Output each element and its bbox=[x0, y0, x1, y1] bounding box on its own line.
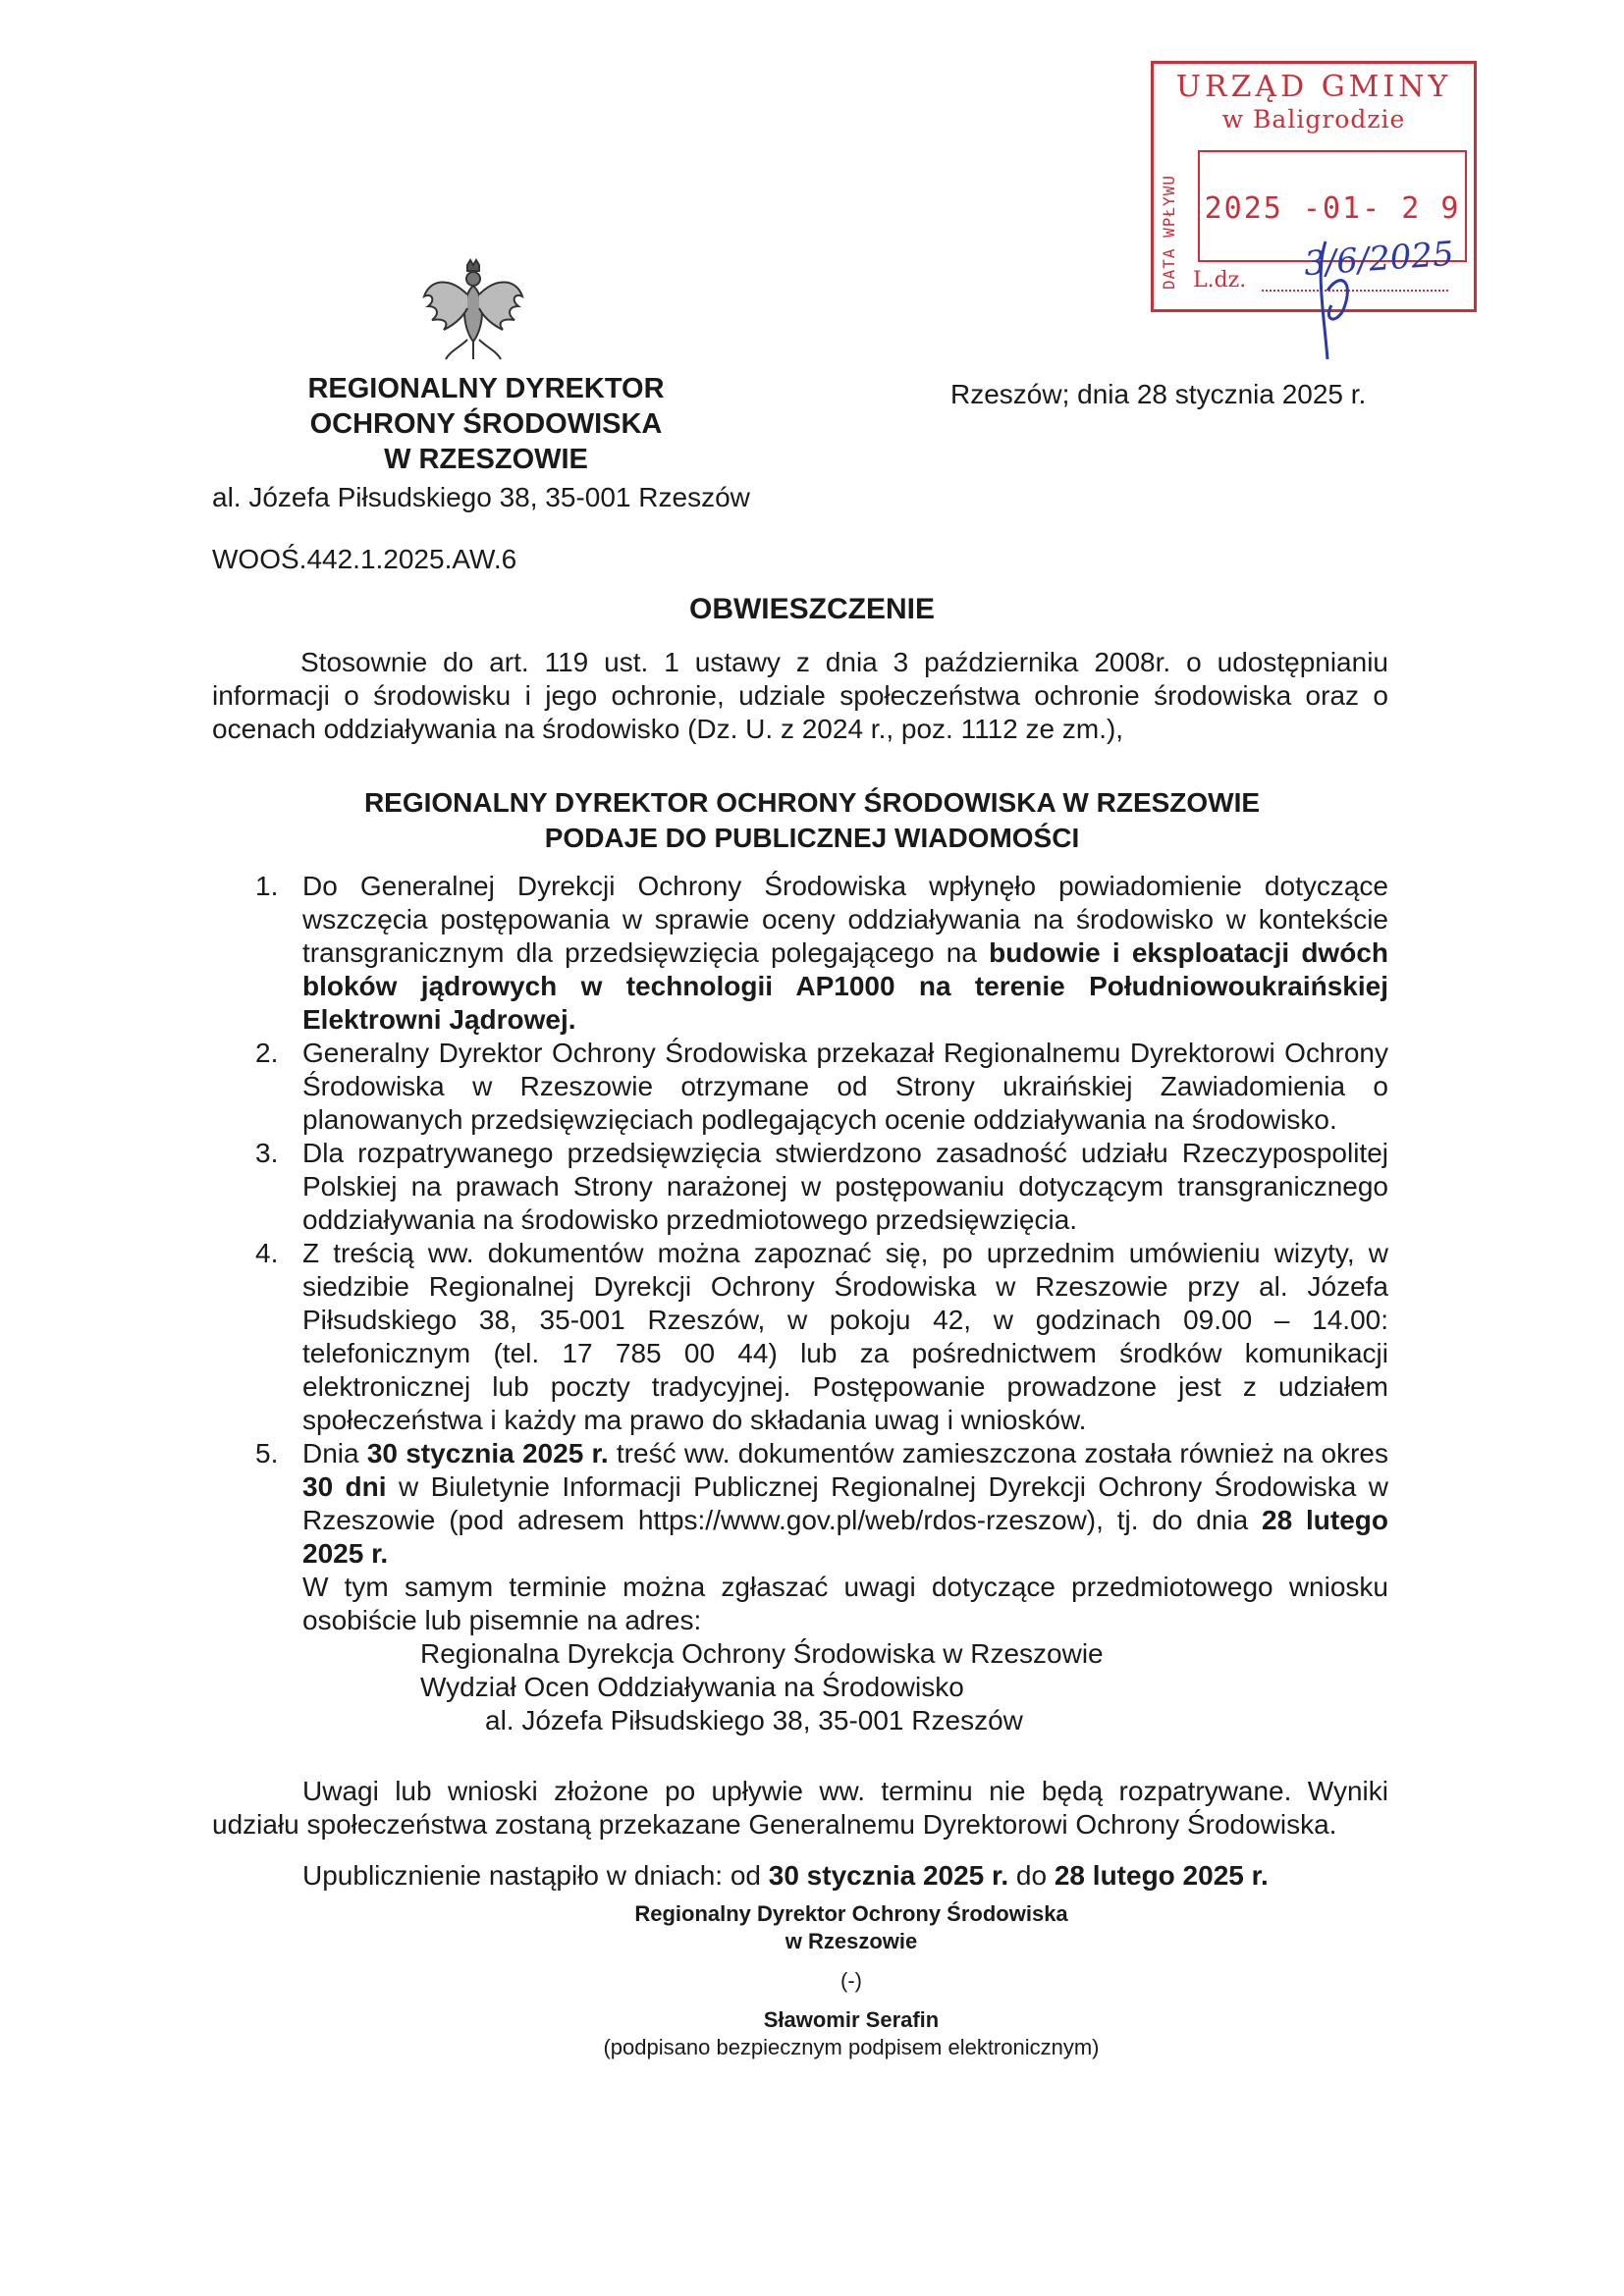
signatory-title: Regionalny Dyrektor Ochrony Środowiska bbox=[634, 1901, 1068, 1926]
authority-header bbox=[245, 371, 727, 477]
stamp-office-name: URZĄD GMINY bbox=[1175, 70, 1452, 104]
handwritten-registry-number: 3/6/2025 bbox=[1302, 234, 1455, 285]
publication-date: 30 stycznia 2025 r. bbox=[366, 1438, 609, 1468]
list-item bbox=[255, 1237, 1388, 1437]
list-item-text: Do Generalnej Dyrekcji Ochrony Środowiska wpłynęło powiadomienie dotyczące wszczęcia postępowania w sprawie oceny oddziaływania na środowisko w kontekście transgranicznym dla przedsięwzięcia polegającego na bbox=[302, 871, 1388, 968]
authority-line-2: OCHRONY ŚRODOWISKA bbox=[309, 408, 663, 440]
stamp-ldz-label: L.dz. bbox=[1193, 268, 1247, 293]
project-description: budowie i eksploatacji dwóch bloków jądrowych w technologii AP1000 na terenie Południowoukraińskiej Elektrowni Jądrowej. bbox=[302, 937, 1388, 1035]
signature-block bbox=[557, 1900, 1146, 2061]
stamp-side-label: DATA WPŁYWU bbox=[1160, 175, 1178, 291]
polish-eagle-emblem-icon bbox=[420, 257, 526, 365]
publication-period-line bbox=[302, 1859, 1269, 1893]
case-reference-number: WOOŚ.442.1.2025.AW.6 bbox=[212, 544, 517, 574]
legal-basis-paragraph: Stosownie do art. 119 ust. 1 ustawy z dnia 3 października 2008r. o udostępnianiu informacji o środowisku i jego ochronie, udziale społeczeństwa ochronie środowiska oraz o ocenach oddziaływania na środowisko (Dz. U. z 2024 r., poz. 1112 ze zm.), bbox=[212, 647, 1388, 744]
place-and-date: Rzeszów; dnia 28 stycznia 2025 r. bbox=[950, 379, 1367, 409]
text-segment: Upublicznienie nastąpiło w dniach: od bbox=[302, 1860, 769, 1891]
signature-note: (podpisano bezpiecznym podpisem elektronicznym) bbox=[603, 2035, 1100, 2059]
submission-address bbox=[302, 1637, 1388, 1737]
announcement-line-1: REGIONALNY DYREKTOR OCHRONY ŚRODOWISKA W RZESZOWIE bbox=[363, 787, 1261, 818]
comments-paragraph: W tym samym terminie można zgłaszać uwagi dotyczące przedmiotowego wniosku osobiście lub pisemnie na adres: bbox=[302, 1572, 1388, 1635]
numbered-list bbox=[255, 870, 1388, 1737]
publication-period: 30 dni bbox=[302, 1471, 387, 1502]
list-item-number: 5. bbox=[255, 1438, 279, 1468]
authority-line-3: W RZESZOWIE bbox=[384, 444, 588, 475]
list-item bbox=[255, 1437, 1388, 1737]
document-title: OBWIESZCZENIE bbox=[688, 593, 935, 625]
list-item bbox=[255, 870, 1388, 1037]
handwritten-initials bbox=[1286, 232, 1375, 369]
text-segment: w Biuletynie Informacji Publicznej Regionalnej Dyrekcji Ochrony Środowiska w Rzeszowie (pod adresem https://www.gov.pl/web/rdos-rzeszow), tj. do dnia bbox=[302, 1471, 1388, 1535]
text-segment: do bbox=[1008, 1860, 1055, 1891]
text-segment: treść ww. dokumentów zamieszczona została również na okres bbox=[608, 1438, 1388, 1468]
list-item-number: 1. bbox=[255, 871, 279, 901]
publication-end-date: 28 lutego 2025 r. bbox=[1054, 1860, 1269, 1891]
list-item bbox=[255, 1137, 1388, 1237]
authority-address: al. Józefa Piłsudskiego 38, 35-001 Rzeszów bbox=[212, 482, 750, 512]
list-item-number: 4. bbox=[255, 1238, 279, 1268]
announcement-heading bbox=[0, 785, 1624, 856]
announcement-line-2: PODAJE DO PUBLICZNEJ WIADOMOŚCI bbox=[544, 823, 1080, 853]
signature-mark: (-) bbox=[840, 1968, 862, 1993]
list-item-text bbox=[302, 1437, 1388, 1571]
text-segment: Dnia bbox=[302, 1438, 367, 1468]
signatory-office: w Rzeszowie bbox=[785, 1929, 918, 1953]
list-item-text: Dla rozpatrywanego przedsięwzięcia stwierdzono zasadność udziału Rzeczypospolitej Polskiej na prawach Strony narażonej w postępowaniu dotyczącym transgranicznego oddziaływania na środowisko przedmiotowego przedsięwzięcia. bbox=[302, 1138, 1388, 1235]
list-item bbox=[255, 1037, 1388, 1137]
stamp-date: 2025 -01- 2 9 bbox=[1204, 191, 1461, 226]
list-item-number: 3. bbox=[255, 1138, 279, 1168]
signatory-name: Sławomir Serafin bbox=[763, 2007, 940, 2032]
remarks-paragraph: Uwagi lub wnioski złożone po upływie ww. terminu nie będą rozpatrywane. Wyniki udziału społeczeństwa zostaną przekazane Generalnemu Dyrektorowi Ochrony Środowiska. bbox=[212, 1776, 1388, 1840]
deadline-date: 28 lutego 2025 r. bbox=[302, 1505, 1388, 1569]
address-line: Wydział Ocen Oddziaływania na Środowisko bbox=[420, 1672, 964, 1702]
address-line: Regionalna Dyrekcja Ochrony Środowiska w Rzeszowie bbox=[420, 1638, 1104, 1669]
stamp-office-location: w Baligrodzie bbox=[1221, 105, 1406, 133]
publication-start-date: 30 stycznia 2025 r. bbox=[768, 1860, 1009, 1891]
authority-line-1: REGIONALNY DYREKTOR bbox=[307, 373, 665, 404]
list-item-number: 2. bbox=[255, 1038, 279, 1068]
address-line: al. Józefa Piłsudskiego 38, 35-001 Rzeszów bbox=[485, 1705, 1023, 1735]
list-item-text: Z treścią ww. dokumentów można zapoznać się, po uprzednim umówieniu wizyty, w siedzibie Regionalnej Dyrekcji Ochrony Środowiska w Rzeszowie przy al. Józefa Piłsudskiego 38, 35-001 Rzeszów, w pokoju 42, w godzinach 09.00 – 14.00: telefonicznym (tel. 17 785 00 44) lub za pośrednictwem środków komunikacji elektronicznej lub poczty tradycyjnej. Postępowanie prowadzone jest z udziałem społeczeństwa i każdy ma prawo do składania uwag i wniosków. bbox=[302, 1238, 1388, 1435]
list-item-text: Generalny Dyrektor Ochrony Środowiska przekazał Regionalnemu Dyrektorowi Ochrony Środowiska w Rzeszowie otrzymane od Strony ukraińskiej Zawiadomienia o planowanych przedsięwzięciach podlegających ocenie oddziaływania na środowisko. bbox=[302, 1038, 1388, 1135]
